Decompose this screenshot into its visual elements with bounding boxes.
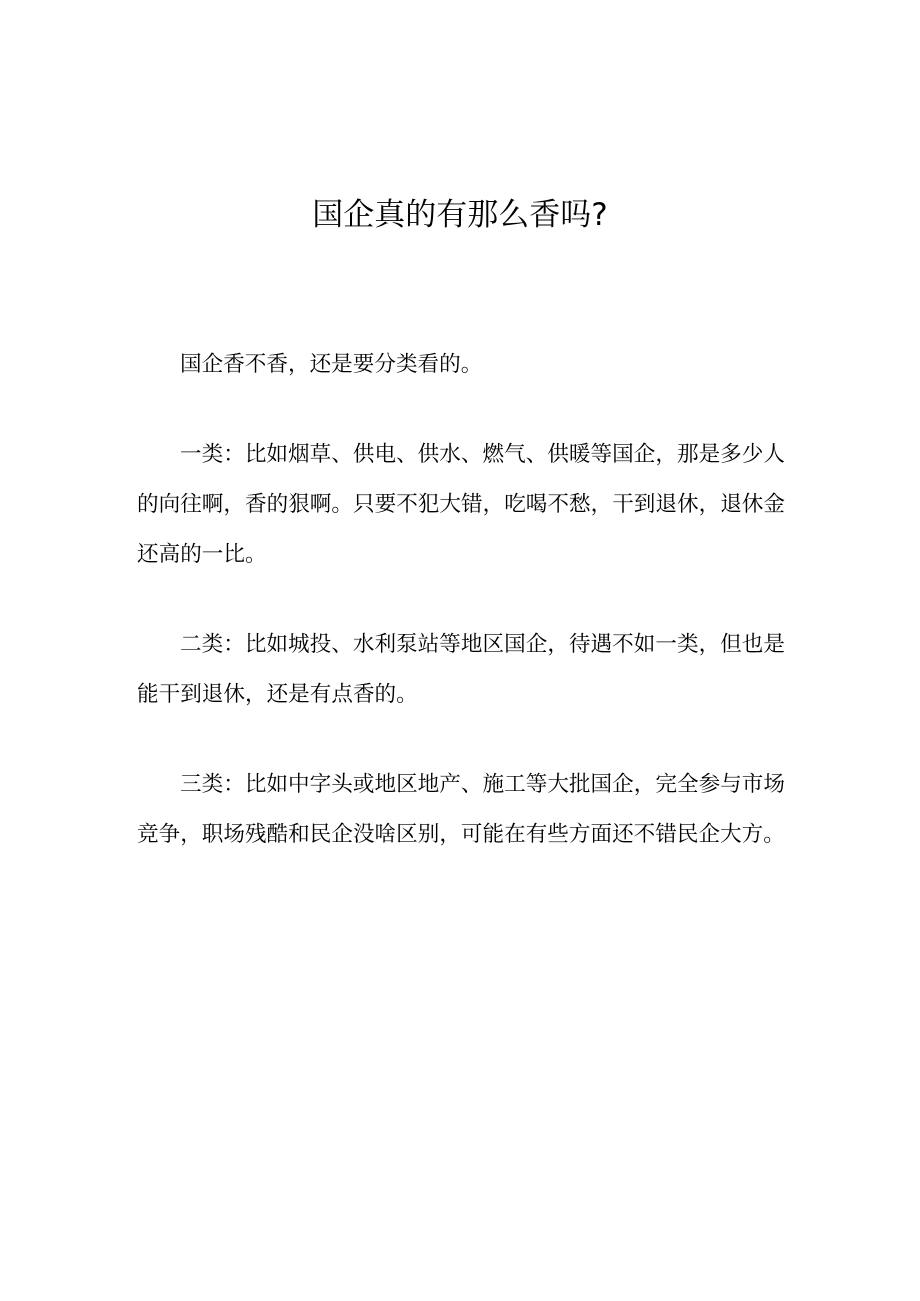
paragraph-category-one: 一类：比如烟草、供电、供水、燃气、供暖等国企，那是多少人的向往啊，香的狠啊。只要不犯大错，吃喝不愁，干到退休，退休金还高的一比。 bbox=[137, 442, 785, 567]
paragraph-category-two: 二类：比如城投、水利泵站等地区国企，待遇不如一类，但也是能干到退休，还是有点香的。 bbox=[137, 632, 785, 707]
page-title: 国企真的有那么香吗? bbox=[312, 197, 608, 233]
paragraph-category-three: 三类：比如中字头或地区地产、施工等大批国企，完全参与市场竞争，职场残酷和民企没啥区别，可能在有些方面还不错民企大方。 bbox=[137, 772, 785, 847]
paragraph-intro: 国企香不香，还是要分类看的。 bbox=[180, 352, 483, 377]
document-body bbox=[137, 340, 785, 900]
